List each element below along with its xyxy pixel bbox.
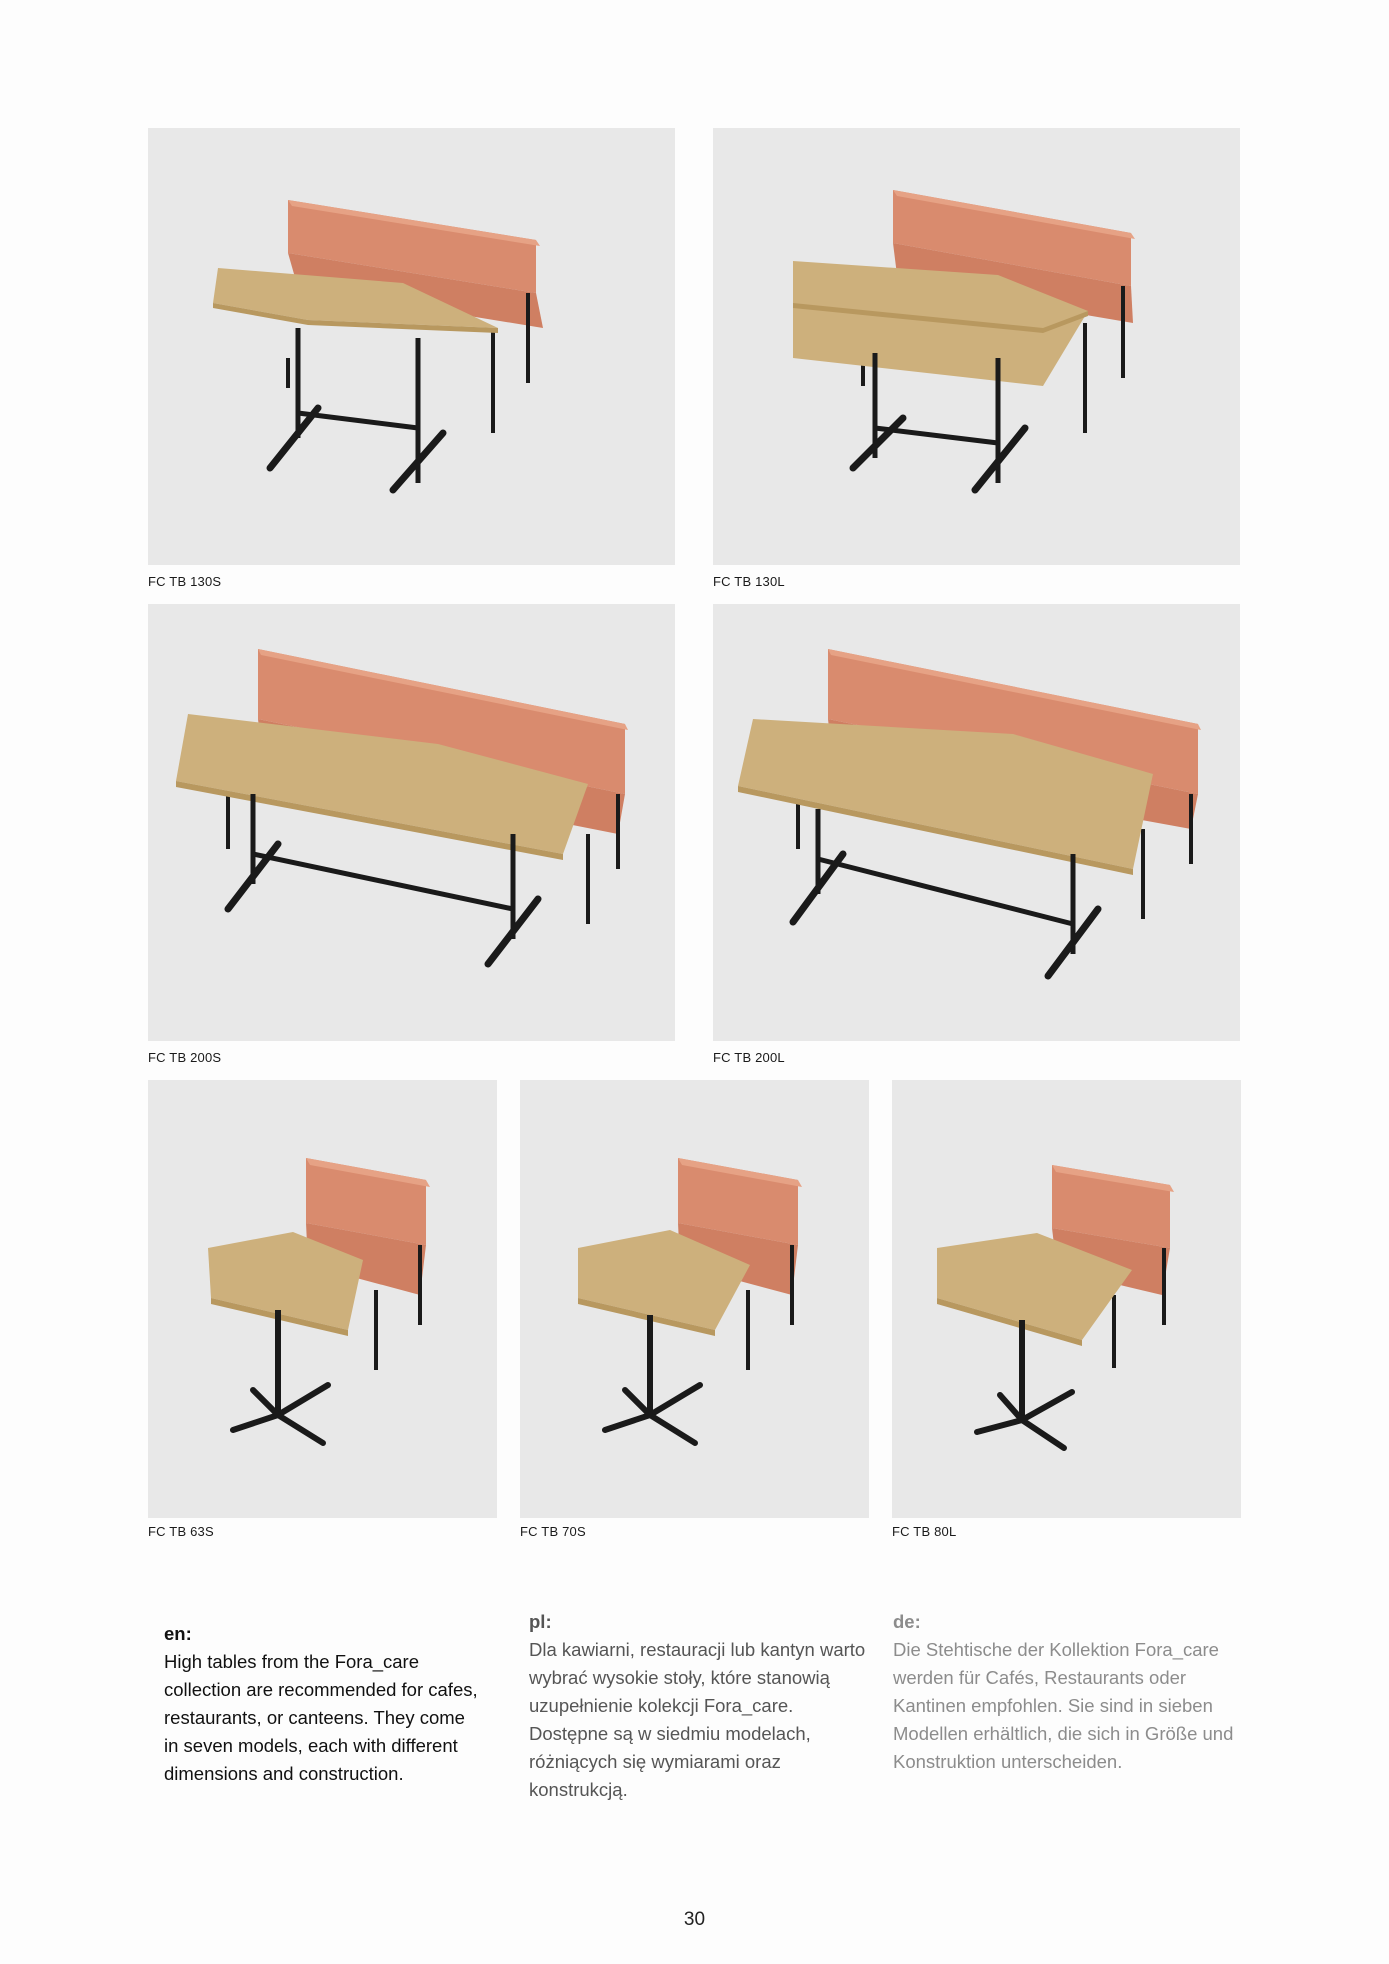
table-bench-illustration bbox=[148, 604, 675, 1041]
product-photo bbox=[520, 1080, 869, 1518]
language-label: en: bbox=[164, 1623, 192, 1644]
description-text: Die Stehtische der Kollektion Fora_care werden für Cafés, Restaurants oder Kantinen empfohlen. Sie sind in sieben Modellen erhältlich, die sich in Größe und Konstruktion unterscheiden. bbox=[893, 1639, 1234, 1772]
description-de bbox=[893, 1608, 1238, 1776]
product-photo bbox=[713, 604, 1240, 1041]
description-pl bbox=[529, 1608, 874, 1804]
table-bench-illustration bbox=[713, 604, 1240, 1041]
language-label: de: bbox=[893, 1611, 921, 1632]
product-code: FC TB 130L bbox=[713, 574, 785, 589]
description-en bbox=[164, 1620, 484, 1788]
table-bench-illustration bbox=[713, 128, 1240, 565]
table-chair-illustration bbox=[520, 1080, 869, 1518]
product-code: FC TB 130S bbox=[148, 574, 222, 589]
table-bench-illustration bbox=[148, 128, 675, 565]
product-fc-tb-200l bbox=[713, 604, 1240, 1068]
product-photo bbox=[148, 1080, 497, 1518]
product-photo bbox=[713, 128, 1240, 565]
product-fc-tb-130l bbox=[713, 128, 1240, 592]
product-fc-tb-130s bbox=[148, 128, 675, 592]
product-fc-tb-63s bbox=[148, 1080, 497, 1544]
description-text: Dla kawiarni, restauracji lub kantyn warto wybrać wysokie stoły, które stanowią uzupełnienie kolekcji Fora_care. Dostępne są w siedmiu modelach, różniących się wymiarami oraz konstrukcją. bbox=[529, 1639, 866, 1800]
product-photo bbox=[148, 128, 675, 565]
product-photo bbox=[892, 1080, 1241, 1518]
product-code: FC TB 63S bbox=[148, 1524, 214, 1539]
description-text: High tables from the Fora_care collection are recommended for cafes, restaurants, or canteens. They come in seven models, each with different dimensions and construction. bbox=[164, 1651, 478, 1784]
product-code: FC TB 200L bbox=[713, 1050, 785, 1065]
product-fc-tb-80l bbox=[892, 1080, 1241, 1544]
product-code: FC TB 80L bbox=[892, 1524, 957, 1539]
product-code: FC TB 70S bbox=[520, 1524, 586, 1539]
language-label: pl: bbox=[529, 1611, 552, 1632]
page-number: 30 bbox=[683, 1909, 706, 1930]
product-code: FC TB 200S bbox=[148, 1050, 222, 1065]
product-fc-tb-70s bbox=[520, 1080, 869, 1544]
table-chair-illustration bbox=[148, 1080, 497, 1518]
product-photo bbox=[148, 604, 675, 1041]
table-chair-illustration bbox=[892, 1080, 1241, 1518]
product-fc-tb-200s bbox=[148, 604, 675, 1068]
